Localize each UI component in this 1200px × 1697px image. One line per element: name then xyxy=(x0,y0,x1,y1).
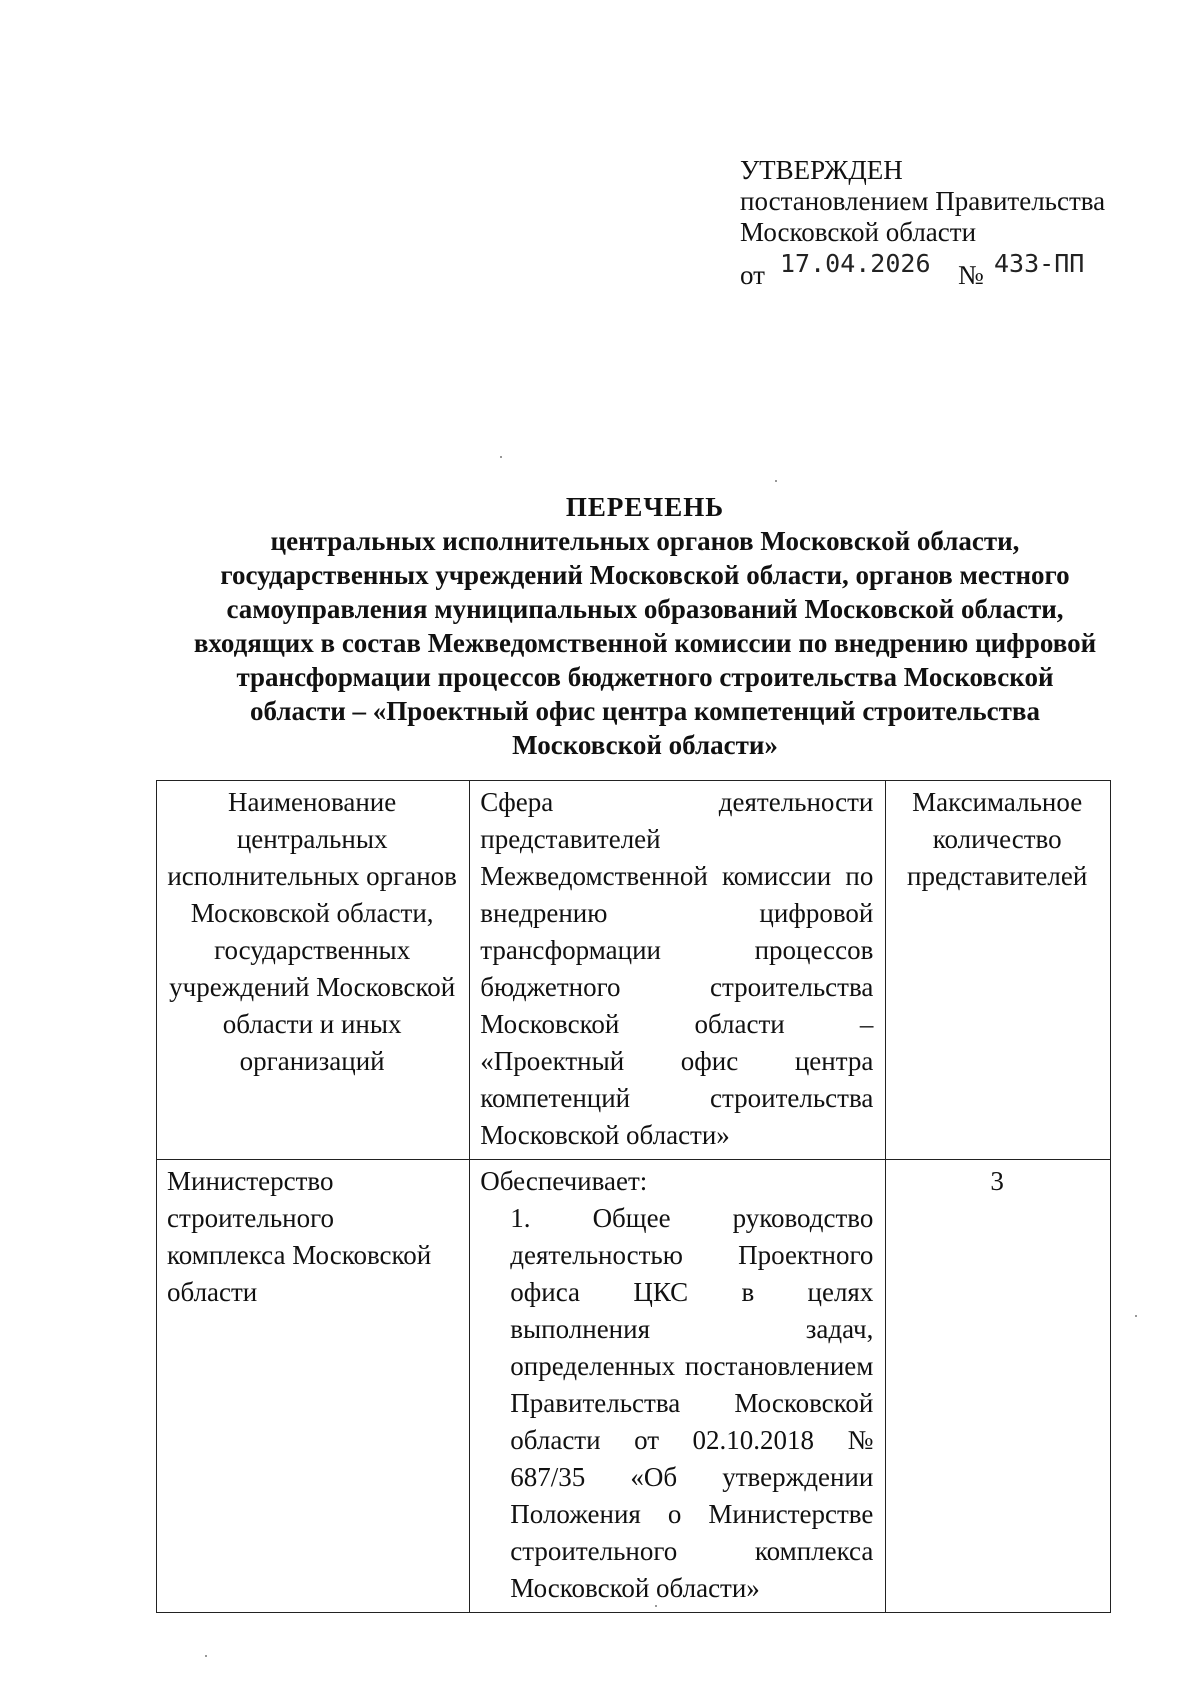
document-title xyxy=(150,490,1140,762)
approval-heading: УТВЕРЖДЕН xyxy=(740,155,903,185)
scan-speck xyxy=(205,1655,207,1657)
approval-date-number xyxy=(740,248,1105,290)
approval-block xyxy=(740,155,1106,290)
table-row xyxy=(157,1160,1111,1613)
row-scope-intro: Обеспечивает: xyxy=(480,1166,648,1196)
scan-speck xyxy=(1135,1315,1137,1317)
approval-date: 17.04.2026 xyxy=(780,249,931,278)
row-max-count: 3 xyxy=(886,1160,1111,1613)
row-organization: Министерство строительного комплекса Московской области xyxy=(157,1160,470,1613)
approval-line-1: постановлением Правительства xyxy=(740,186,1106,216)
approval-line-2: Московской области xyxy=(740,217,977,247)
row-scope-item: 1. Общее руководство деятельностью Проектного офиса ЦКС в целях выполнения задач, определенных постановлением Правительства Московской области от 02.10.2018 № 687/35 «Об утверждении Положения о Министерстве строительного комплекса Московской области» xyxy=(510,1203,874,1603)
header-max-count: Максимальное количество представителей xyxy=(886,781,1111,1160)
title-main: ПЕРЕЧЕНЬ xyxy=(565,492,725,522)
number-label: № xyxy=(958,260,984,290)
title-line: государственных учреждений Московской области, органов местного xyxy=(220,560,1070,590)
from-label: от xyxy=(740,260,765,290)
scan-speck xyxy=(500,456,502,458)
header-organization: Наименование центральных исполнительных органов Московской области, государственных учреждений Московской области и иных организаций xyxy=(157,781,470,1160)
header-scope: Сфера деятельности представителей Межведомственной комиссии по внедрению цифровой трансформации процессов бюджетного строительства Московской области – «Проектный офис центра компетенций строительства Московской области» xyxy=(470,781,886,1160)
representatives-table xyxy=(156,780,1111,1613)
title-line: области – «Проектный офис центра компетенций строительства xyxy=(250,696,1040,726)
row-scope xyxy=(470,1160,886,1613)
title-line: центральных исполнительных органов Московской области, xyxy=(270,526,1020,556)
title-line: трансформации процессов бюджетного строительства Московской xyxy=(236,662,1054,692)
scan-speck xyxy=(775,480,777,482)
approval-number: 433-ПП xyxy=(994,249,1085,278)
title-line: входящих в состав Межведомственной комиссии по внедрению цифровой xyxy=(193,628,1097,658)
title-line: самоуправления муниципальных образований Московской области, xyxy=(226,594,1064,624)
scan-speck xyxy=(655,1605,657,1607)
title-line: Московской области» xyxy=(512,730,778,760)
table-header-row xyxy=(157,781,1111,1160)
